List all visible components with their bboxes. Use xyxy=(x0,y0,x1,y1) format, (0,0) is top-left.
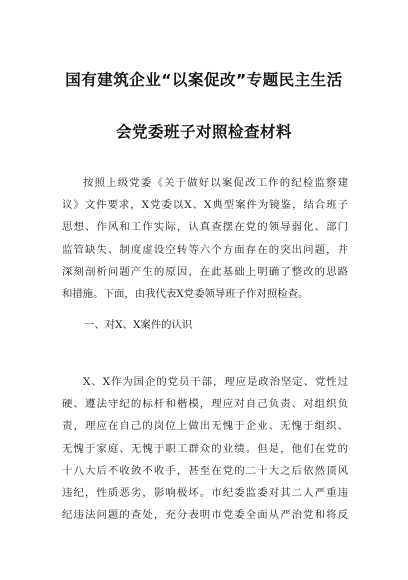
text-line: 和措施。下面，由我代表X党委领导班子作对照检查。 xyxy=(62,287,309,300)
text-line: 责，理应在自己的岗位上做出无愧于企业、无愧于组织、 xyxy=(62,420,348,433)
text-line: 违纪，性质恶劣，影响极坏。市纪委监委对其二人严重违 xyxy=(62,486,348,499)
text-line: 监管缺失、制度虚设空转等六个方面存在的突出问题，并 xyxy=(62,243,348,256)
text-line: 按照上级党委《关于做好以案促改工作的纪检监察建 xyxy=(83,177,348,189)
text-line: 思想、作风和工作实际，认真查摆在党的领导弱化、部门 xyxy=(62,221,348,234)
text-line: 深刻剖析问题产生的原因，在此基础上明确了整改的思路 xyxy=(62,265,348,278)
text-line: 十八大后不收敛不收手，甚至在党的二十大之后依然顶风 xyxy=(62,464,348,477)
document-title-line-2: 会党委班子对照检查材料 xyxy=(115,123,292,141)
section-paragraph xyxy=(62,371,348,526)
document-title-line-1: 国有建筑企业“以案促改”专题民主生活 xyxy=(65,71,343,89)
text-line: 硬、遵法守纪的标杆和楷模，理应对自己负责、对组织负 xyxy=(62,398,348,411)
text-line: 纪违法问题的查处，充分表明市党委全面从严治党和将反 xyxy=(62,509,348,522)
text-line: 议》文件要求，X党委以X、X典型案件为镜鉴，结合班子 xyxy=(62,199,348,212)
text-line: X、X作为国企的党员干部，理应是政治坚定、党性过 xyxy=(83,376,348,388)
text-line: 无愧于家庭、无愧于职工群众的业绩。但是，他们在党的 xyxy=(62,442,348,455)
intro-paragraph xyxy=(62,172,348,305)
section-heading: 一、对X、X案件的认识 xyxy=(84,319,193,331)
